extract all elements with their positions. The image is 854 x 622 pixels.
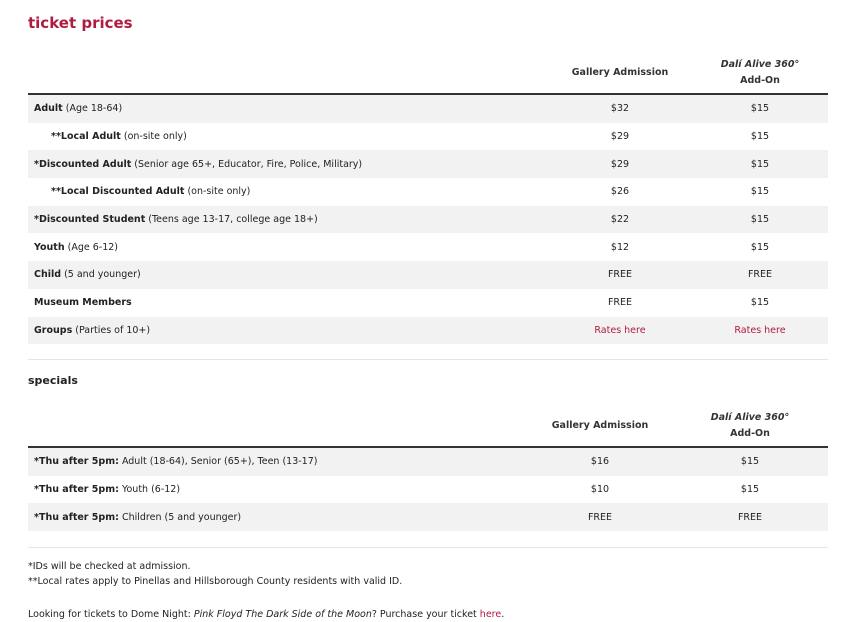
- row-label-detail: Children (5 and younger): [118, 511, 242, 523]
- addon-price: $15: [750, 241, 770, 253]
- row-label-detail: (on-site only): [120, 131, 187, 143]
- gallery-price: $29: [548, 150, 692, 178]
- row-label-name: *Thu after 5pm:: [34, 484, 119, 496]
- dome-ticket-link[interactable]: here: [479, 609, 502, 620]
- dome-end: .: [501, 609, 505, 620]
- addon-price: $15: [750, 131, 770, 143]
- header-addon: [692, 52, 828, 94]
- gallery-price: FREE: [607, 297, 633, 309]
- row-label: [28, 178, 548, 206]
- row-label: [28, 206, 548, 234]
- header-blank: [28, 52, 548, 94]
- local-rates-note: **Local rates apply to Pinellas and Hillsborough County residents with valid ID.: [28, 576, 403, 587]
- page-title: ticket prices: [28, 14, 133, 32]
- row-label-name: *Discounted Student: [34, 214, 146, 226]
- row-label-name: Adult: [34, 103, 63, 115]
- table-row: [28, 261, 828, 289]
- row-label: [28, 123, 548, 151]
- row-label: [28, 289, 548, 317]
- gallery-price: $12: [610, 241, 630, 253]
- row-label-name: **Local Discounted Adult: [51, 186, 185, 198]
- table-row: [28, 476, 828, 504]
- addon-price: $15: [672, 447, 828, 476]
- dome-suffix: ? Purchase your ticket: [371, 609, 480, 620]
- dome-prefix: Looking for tickets to Dome Night:: [28, 609, 194, 620]
- row-label-detail: (Senior age 65+, Educator, Fire, Police, Military): [131, 158, 363, 170]
- row-label-detail: (Teens age 13-17, college age 18+): [145, 214, 318, 226]
- row-label-detail: (on-site only): [184, 186, 251, 198]
- dome-night-note: [28, 607, 504, 622]
- header-addon-name: Dalí Alive 360°: [720, 58, 800, 70]
- addon-price: [692, 317, 828, 345]
- row-label-name: Museum Members: [34, 297, 132, 309]
- gallery-price: $32: [548, 94, 692, 123]
- addon-price: $15: [750, 186, 770, 198]
- group-rates-link-addon[interactable]: Rates here: [734, 324, 786, 336]
- header-gallery-admission: Gallery Admission: [548, 52, 692, 94]
- row-label-detail: Adult (18-64), Senior (65+), Teen (13-17): [118, 456, 318, 468]
- table-row: [28, 503, 828, 531]
- ticket-prices-table: [28, 52, 828, 344]
- table-row: [28, 317, 828, 345]
- header-addon: [672, 405, 828, 447]
- table-row: [28, 178, 828, 206]
- divider: [28, 547, 828, 548]
- row-label: [28, 150, 548, 178]
- addon-price: $15: [692, 150, 828, 178]
- prices-header-row: [28, 52, 828, 94]
- row-label: [28, 233, 548, 261]
- row-label: [28, 94, 548, 123]
- row-label-detail: (Parties of 10+): [72, 324, 151, 336]
- row-label-detail: (Age 6-12): [64, 241, 118, 253]
- table-row: [28, 233, 828, 261]
- row-label-name: *Thu after 5pm:: [34, 456, 119, 468]
- specials-table: [28, 405, 828, 531]
- gallery-price: $29: [610, 131, 630, 143]
- row-label: [28, 503, 528, 531]
- header-gallery-admission: Gallery Admission: [528, 405, 672, 447]
- gallery-price: FREE: [548, 261, 692, 289]
- group-rates-link-gallery[interactable]: Rates here: [594, 324, 646, 336]
- table-row: [28, 289, 828, 317]
- row-label-name: Groups: [34, 324, 73, 336]
- gallery-price: $22: [548, 206, 692, 234]
- addon-price: $15: [692, 94, 828, 123]
- row-label: [28, 261, 548, 289]
- header-blank: [28, 405, 528, 447]
- table-row: [28, 206, 828, 234]
- divider: [28, 359, 828, 360]
- addon-price: $15: [692, 206, 828, 234]
- row-label-name: *Discounted Adult: [34, 158, 132, 170]
- row-label: [28, 447, 528, 476]
- addon-price: FREE: [692, 261, 828, 289]
- dome-show-title: Pink Floyd The Dark Side of the Moon: [193, 609, 372, 620]
- row-label: [28, 476, 528, 504]
- gallery-price: $10: [590, 484, 610, 496]
- table-row: [28, 123, 828, 151]
- gallery-price: $16: [528, 447, 672, 476]
- row-label-name: Youth: [34, 241, 65, 253]
- addon-price: $15: [740, 484, 760, 496]
- table-row: [28, 150, 828, 178]
- row-label-name: **Local Adult: [51, 131, 121, 143]
- specials-header-row: [28, 405, 828, 447]
- addon-price: FREE: [672, 503, 828, 531]
- specials-title: specials: [28, 374, 78, 387]
- row-label-detail: (5 and younger): [61, 269, 141, 281]
- gallery-price: $26: [610, 186, 630, 198]
- table-row: [28, 447, 828, 476]
- table-row: [28, 94, 828, 123]
- addon-price: $15: [750, 297, 770, 309]
- header-addon-suffix: Add-On: [730, 427, 770, 439]
- header-addon-suffix: Add-On: [740, 74, 780, 86]
- gallery-price: FREE: [528, 503, 672, 531]
- row-label-name: Child: [34, 269, 62, 281]
- header-addon-name: Dalí Alive 360°: [710, 411, 790, 423]
- gallery-price: [548, 317, 692, 345]
- row-label-name: *Thu after 5pm:: [34, 511, 119, 523]
- row-label: [28, 317, 548, 345]
- row-label-detail: Youth (6-12): [118, 484, 181, 496]
- id-check-note: *IDs will be checked at admission.: [28, 561, 191, 572]
- row-label-detail: (Age 18-64): [62, 103, 123, 115]
